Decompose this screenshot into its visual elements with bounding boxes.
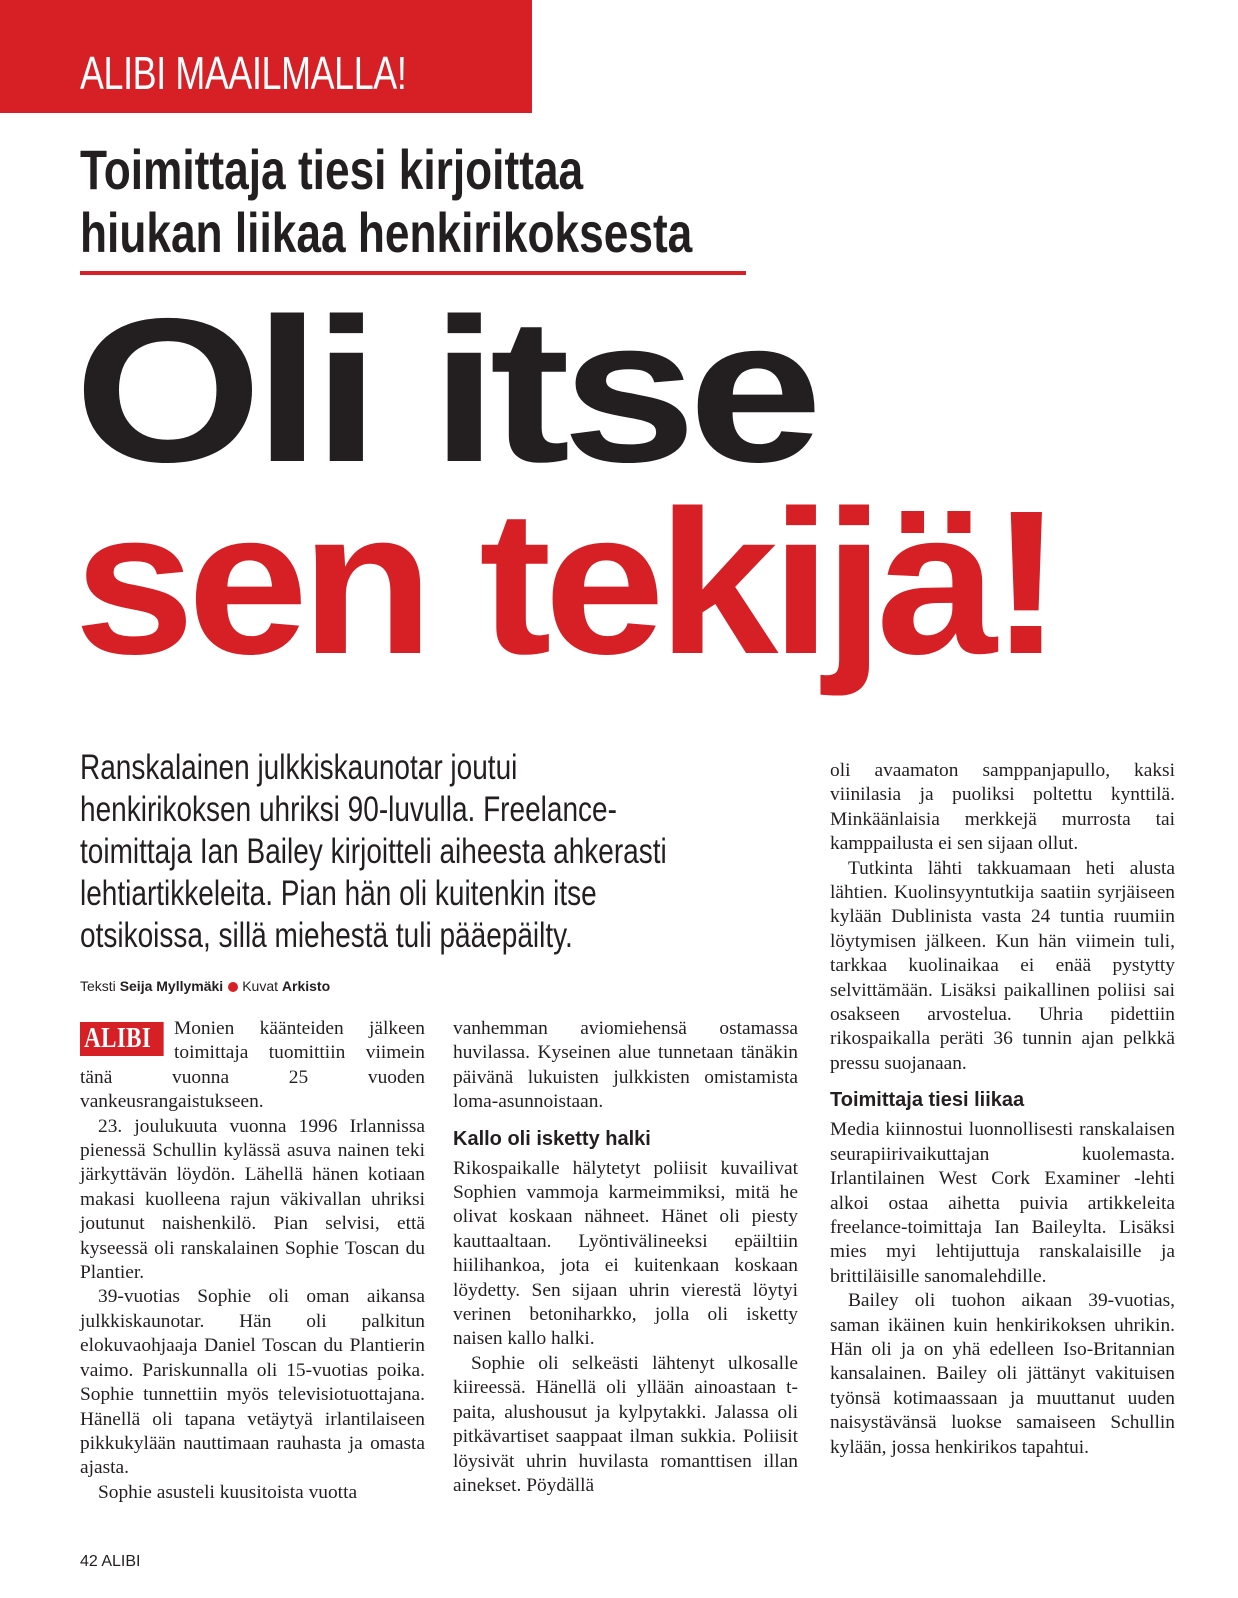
byline-author: Seija Myllymäki	[119, 978, 224, 994]
byline-text-label: Teksti	[80, 978, 116, 994]
body-paragraph: Tutkinta lähti takkuamaan heti alusta lähtien. Kuolinsyyntutkija saatiin syrjäiseen kylään Dublinista vasta 24 tuntia ruumiin löytymisen jälkeen. Kun hän viimein tuli, tarkkaa kuolinaikaa ei enää pystytty selvittämään. Lisäksi paikallinen poliisi sai osakseen arvostelua. Uhria pidettiin rikospaikalla peräti 36 tunnin ajan pelkkä pressu suojanaan.	[830, 857, 1175, 1074]
subheadline-rule	[80, 271, 746, 275]
body-paragraph: oli avaamaton samppanjapullo, kaksi viinilasia ja puoliksi poltettu kynttilä. Minkäänlaisia merkkejä murrosta tai kamppailusta ei sen sijaan ollut.	[830, 760, 1175, 855]
lead-paragraph	[80, 747, 784, 957]
subheadline-line-2: hiukan liikaa henkirikoksesta	[80, 201, 693, 264]
body-paragraph: Bailey oli tuohon aikaan 39-vuotias, saman ikäinen kuin henkirikoksen uhrikin. Hän oli ja on yhä edelleen Iso-Britannian kansalainen. Bailey oli jättänyt vakituisen työnsä kotimaassaan ja muuttanut uuden naisystävänsä luokse samaiseen Schullin kylään, jossa henkirikos tapahtui.	[830, 1290, 1175, 1458]
body-paragraph: 23. joulukuuta vuonna 1996 Irlannissa pienessä Schullin kylässä asuva nainen teki järkyttävän löydön. Lähellä hänen kotiaan makasi kuolleena rajun väkivallan uhriksi joutunut naishenkilö. Pian selvisi, että kyseessä oli ranskalainen Sophie Toscan du Plantier.	[80, 1115, 425, 1284]
lead-line: otsikoissa, sillä miehestä tuli pääepäilty.	[80, 916, 573, 955]
byline-photo-source: Arkisto	[281, 978, 331, 994]
article-column-3	[830, 759, 1175, 1460]
lead-line: Ranskalainen julkkiskaunotar joutui	[80, 748, 518, 787]
subheadline	[80, 138, 692, 264]
body-paragraph: 39-vuotias Sophie oli oman aikansa julkkiskaunotar. Hän oli palkitun elokuvaohjaaja Daniel Toscan du Plantierin vaimo. Pariskunnalla oli 15-vuotias poika. Sophie tunnettiin myös televisiotuottajana. Hänellä oli tapana vetäytyä irlantilaiseen pikkukylään nauttimaan rauhasta ja omasta ajasta.	[80, 1286, 425, 1479]
lead-line: lehtiartikkeleita. Pian hän oli kuitenkin itse	[80, 874, 597, 913]
section-kicker-bar	[0, 0, 532, 113]
headline-line-2: sen tekijä!	[74, 468, 1056, 697]
lead-line: henkirikoksen uhriksi 90-luvulla. Freelance-	[80, 790, 617, 829]
article-column-2	[453, 1017, 798, 1498]
section-heading: Toimittaja tiesi liikaa	[830, 1089, 1025, 1112]
byline	[80, 977, 330, 995]
subheadline-line-1: Toimittaja tiesi kirjoittaa	[80, 138, 584, 201]
page-folio: 42 ALIBI	[80, 1553, 141, 1570]
bullet-dot-icon	[228, 982, 238, 992]
section-heading: Kallo oli isketty halki	[453, 1127, 651, 1150]
body-paragraph: vanhemman aviomiehensä ostamassa huvilassa. Kyseinen alue tunnetaan tänäkin päivänä lukuisten julkkisten omistamista loma-asunnoistaan.	[453, 1018, 798, 1113]
body-paragraph: Monien käänteiden jälkeen toimittaja tuomittiin viimein tänä vuonna 25 vuoden vankeusrangaistukseen.	[80, 1018, 425, 1113]
section-kicker: ALIBI MAAILMALLA!	[80, 47, 407, 99]
body-paragraph: Media kiinnostui luonnollisesti ranskalaisen seurapiirivaikuttajan kuolemasta. Irlantilainen West Cork Examiner -lehti alkoi ostaa aihetta puivia artikkeleita freelance-toimittaja Ian Baileylta. Lisäksi mies myi lehtijuttuja ranskalaisille ja brittiläisille sanomalehdille.	[830, 1119, 1175, 1287]
byline-photo-label: Kuvat	[242, 978, 279, 994]
body-paragraph: Sophie oli selkeästi lähtenyt ulkosalle kiireessä. Hänellä oli yllään ainoastaan t-paita, alushousut ja kylpytakki. Jalassa oli pitkävartiset saappaat ilman sukkia. Poliisit löysivät uhrin huvilasta romanttisen illan ainekset. Pöydällä	[453, 1352, 798, 1496]
body-paragraph: Sophie asusteli kuusitoista vuotta	[98, 1481, 358, 1503]
lead-line: toimittaja Ian Bailey kirjoitteli aiheesta ahkerasti	[80, 832, 667, 871]
article-column-1	[80, 1017, 425, 1505]
alibi-logo-badge: ALIBI	[80, 1022, 164, 1056]
body-paragraph: Rikospaikalle hälytetyt poliisit kuvailivat Sophien vammoja karmeimmiksi, mitä he olivat koskaan nähneet. Hänet oli piesty kauttaaltaan. Lyöntivälineeksi epäiltiin hiilihankoa, jota ei kuitenkaan koskaan löydetty. Sen sijaan uhrin vierestä löytyi verinen betoniharkko, jolla oli isketty naisen kallo halki.	[453, 1157, 798, 1350]
headline-line-1: Oli itse	[74, 276, 815, 505]
alibi-badge-wrap	[80, 1017, 174, 1057]
